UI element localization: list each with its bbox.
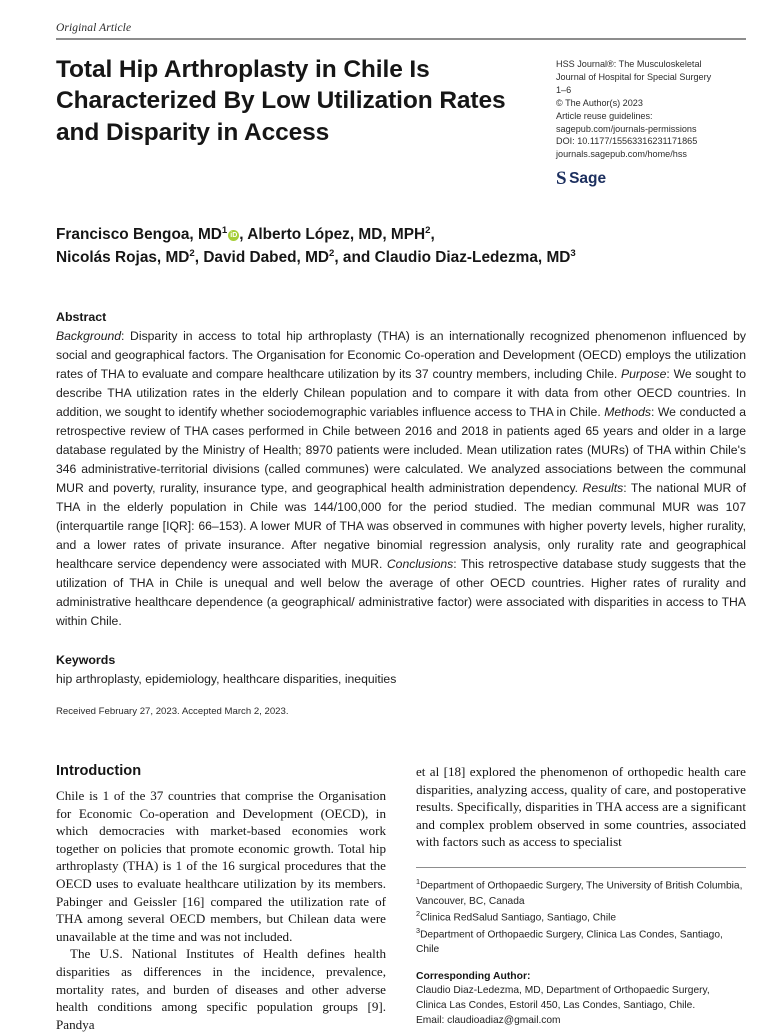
page-title: Total Hip Arthroplasty in Chile Is Characterized By Low Utilization Rates and Disparity in Access <box>56 56 506 146</box>
abstract-purpose-text: : We sought to describe THA utilization rates in the elderly Chilean population and to compare it with data from other OECD countries. In addition, we sought to identify whether sociodemographic variables influence access to THA in Chile. <box>56 367 746 419</box>
author-line1-end: , <box>430 226 435 244</box>
author-2-name: , Alberto López, MD, MPH <box>239 226 426 244</box>
orcid-icon[interactable]: iD <box>230 232 238 240</box>
journal-name-line1: HSS Journal®: The Musculoskeletal <box>556 59 702 69</box>
affiliation-2-marker: 2 <box>416 909 421 919</box>
keywords-heading: Keywords <box>56 652 116 667</box>
abstract-results-text: : The national MUR of THA in the elderly population in Chile was 144/100,000 for the period studied. The median communal MUR was 107 (interquartile range [IQR]: 66–153). A lower MUR of THA was observed in communes with higher poverty levels, higher rurality, and a lower rates of private insurance. After negative binomial regression analysis, only rurality rate and geographical healthcare service dependency were associated with MUR. <box>56 480 746 571</box>
introduction-heading: Introduction <box>56 762 142 779</box>
author-1-name: Francisco Bengoa, MD <box>56 226 222 244</box>
copyright-line: © The Author(s) 2023 <box>556 97 643 108</box>
author-3-affil-marker: 2 <box>189 248 195 260</box>
affiliations-block <box>416 877 746 958</box>
affiliation-2 <box>416 909 746 926</box>
author-2-affil-marker: 2 <box>425 225 431 237</box>
abstract-methods-label: Methods <box>604 404 651 419</box>
abstract-background-label: Background <box>56 329 122 344</box>
author-4-name: , David Dabed, MD <box>194 249 330 267</box>
journal-home-link[interactable]: journals.sagepub.com/home/hss <box>556 149 687 160</box>
abstract-purpose-label: Purpose <box>621 367 667 382</box>
affiliation-2-text: Clinica RedSalud Santiago, Santiago, Chile <box>420 912 617 924</box>
corresponding-author-line-1: Claudio Diaz-Ledezma, MD, Department of Orthopaedic Surgery, <box>416 985 710 997</box>
journal-name-line2: Journal of Hospital for Special Surgery <box>556 71 712 82</box>
abstract-methods-text: : We conducted a retrospective review of THA cases performed in Chile between 2016 and 2018 in patients aged 65 years and older in a large database regulated by the Ministry of Health; 8970 patients were included. Mean utilization rates (MURs) of THA within Chile's 346 administrative-territorial divisions (called communes) were calculated. We analyzed associations between the communal MUR and poverty, rurality, insurance type, and geographical health administration dependency. <box>56 404 746 495</box>
corresponding-author-email[interactable]: Email: claudioadiaz@gmail.com <box>416 1014 561 1026</box>
sage-wordmark: Sage <box>569 170 607 187</box>
author-4-affil-marker: 2 <box>329 248 335 260</box>
affiliation-3-marker: 3 <box>416 926 421 936</box>
left-column <box>56 763 386 1033</box>
abstract-conclusions-text: : This retrospective database study suggests that the utilization of THA in Chile is unequal and well below the average of other OECD countries. Higher rates of rurality and administrative healthcare dependence (a geographical/ administrative factor) were associated with disparities in access to THA within Chile. <box>56 556 746 628</box>
author-5-affil-marker: 3 <box>570 248 576 260</box>
permissions-link[interactable]: sagepub.com/journals-permissions <box>556 123 697 134</box>
body-columns <box>56 763 746 1033</box>
reuse-guidelines-label: Article reuse guidelines: <box>556 110 653 121</box>
abstract-results-label: Results <box>582 480 624 495</box>
abstract-heading: Abstract <box>56 310 107 325</box>
page-content <box>56 22 746 1033</box>
affiliation-3-text: Department of Orthopaedic Surgery, Clinica Las Condes, Santiago, Chile <box>416 929 723 956</box>
title-column <box>56 54 556 148</box>
masthead <box>56 54 746 188</box>
received-accepted-line: Received February 27, 2023. Accepted March 2, 2023. <box>56 705 289 717</box>
abstract-conclusions-label: Conclusions <box>386 556 454 571</box>
corresponding-author-heading: Corresponding Author: <box>416 971 531 983</box>
running-head: Original Article <box>56 22 132 34</box>
right-column <box>416 763 746 1033</box>
affiliation-3 <box>416 926 746 958</box>
corresponding-author-block <box>416 984 746 1029</box>
affiliation-1 <box>416 877 746 909</box>
affiliation-1-text: Department of Orthopaedic Surgery, The University of British Columbia, Vancouver, BC, Canada <box>416 880 743 907</box>
affiliation-1-marker: 1 <box>416 877 421 887</box>
corresponding-author-line-2: Clinica Las Condes, Estoril 450, Las Condes, Santiago, Chile. <box>416 999 696 1011</box>
author-5-name: , and Claudio Diaz-Ledezma, MD <box>334 249 571 267</box>
author-3-name: Nicolás Rojas, MD <box>56 249 190 267</box>
keywords-list: hip arthroplasty, epidemiology, healthcare disparities, inequities <box>56 671 397 686</box>
page-range: 1–6 <box>556 84 572 95</box>
footnote-divider <box>416 867 746 869</box>
abstract-section <box>56 310 746 631</box>
introduction-paragraph-2: The U.S. National Institutes of Health defines health disparities as differences in the incidence, prevalence, mortality rates, and burden of diseases and other adverse health conditions among specific population groups [9]. Pandya <box>56 946 386 1032</box>
journal-meta <box>556 54 736 188</box>
sage-logo <box>556 169 736 188</box>
sage-s-mark-icon: S <box>556 168 567 190</box>
header-divider <box>56 38 746 40</box>
author-list <box>56 224 656 270</box>
author-1-affil-marker: 1 <box>221 225 228 237</box>
abstract-body <box>56 327 746 631</box>
introduction-paragraph-3-continued: et al [18] explored the phenomenon of orthopedic health care disparities, analyzing access, quality of care, and postoperative results. Specifically, disparities in THA access are a significant and complex problem observed in some countries, associated with factors such as access to specialist <box>416 763 746 850</box>
introduction-paragraph-1: Chile is 1 of the 37 countries that comprise the Organisation for Economic Co-operation and Development (OECD), in which democracies with market-based economies work together on policies that promote economic growth. Total hip arthroplasty (THA) is 1 of the 16 surgical procedures that the OECD uses to evaluate healthcare utilization by its members. Pabinger and Geissler [16] compared the utilization rate of THA among several OECD members, but Chilean data were unavailable at the time and was not included. <box>56 787 386 944</box>
keywords-section <box>56 653 746 688</box>
abstract-background-text: : Disparity in access to total hip arthroplasty (THA) is an internationally recognized phenomenon influenced by social and geographical factors. The Organisation for Economic Co-operation and Development (OECD) employs the utilization rates of THA to evaluate and compare healthcare utilization by its 37 country members, including Chile. <box>56 329 746 382</box>
doi-line[interactable]: DOI: 10.1177/15563316231171865 <box>556 136 698 147</box>
